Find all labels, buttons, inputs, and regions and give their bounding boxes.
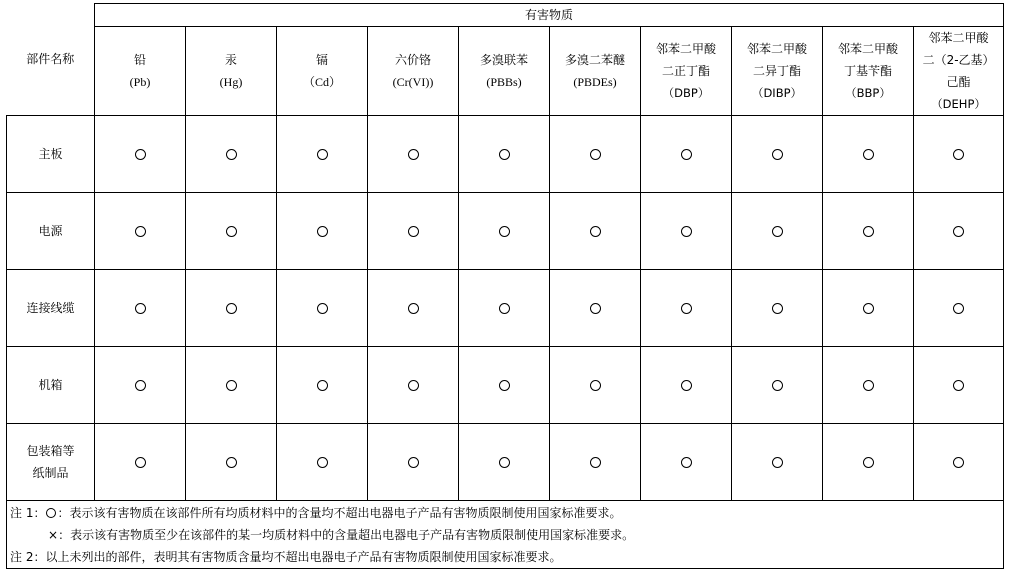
cross-symbol: × bbox=[48, 527, 59, 542]
substance-symbol: (PBBs) bbox=[486, 75, 522, 89]
compliant-circle-icon bbox=[590, 380, 601, 391]
compliance-cell bbox=[641, 424, 732, 501]
compliance-cell bbox=[914, 424, 1004, 501]
note-1b-text: ：表示该有害物质至少在该部件的某一均质材料中的含量超出电器电子产品有害物质限制使用国家标准要求。 bbox=[58, 527, 635, 542]
compliance-cell bbox=[732, 116, 823, 193]
substance-name: 镉 bbox=[315, 53, 328, 67]
compliant-circle-icon bbox=[499, 149, 510, 160]
compliant-circle-icon bbox=[772, 380, 783, 391]
compliance-cell bbox=[823, 270, 914, 347]
part-name bbox=[7, 270, 95, 347]
compliance-cell bbox=[459, 116, 550, 193]
part-name-line: 纸制品 bbox=[32, 466, 69, 480]
compliance-cell bbox=[823, 116, 914, 193]
substance-name: 邻苯二甲酸 bbox=[928, 31, 989, 45]
compliant-circle-icon bbox=[135, 380, 146, 391]
compliant-circle-icon bbox=[590, 149, 601, 160]
compliant-circle-icon bbox=[953, 149, 964, 160]
compliance-cell bbox=[641, 347, 732, 424]
compliant-circle-icon bbox=[135, 226, 146, 237]
compliant-circle-icon bbox=[863, 226, 874, 237]
compliance-cell bbox=[186, 347, 277, 424]
table-row bbox=[7, 193, 1004, 270]
substance-header bbox=[459, 27, 550, 116]
substance-header bbox=[186, 27, 277, 116]
substance-header bbox=[914, 27, 1004, 116]
substance-name: 己酯 bbox=[946, 75, 971, 89]
compliant-circle-icon bbox=[590, 457, 601, 468]
compliance-cell bbox=[550, 116, 641, 193]
compliant-circle-icon bbox=[590, 226, 601, 237]
rohs-declaration bbox=[6, 3, 1003, 564]
compliant-circle-icon bbox=[772, 303, 783, 314]
part-column-header: 部件名称 bbox=[7, 4, 95, 116]
compliant-circle-icon bbox=[681, 380, 692, 391]
substance-name: 铅 bbox=[133, 53, 146, 67]
compliance-cell bbox=[732, 270, 823, 347]
compliant-circle-icon bbox=[317, 149, 328, 160]
compliant-circle-icon bbox=[953, 457, 964, 468]
part-name bbox=[7, 347, 95, 424]
substance-symbol: （DIBP） bbox=[751, 86, 803, 100]
circle-symbol-icon bbox=[46, 508, 56, 518]
compliant-circle-icon bbox=[408, 380, 419, 391]
compliant-circle-icon bbox=[953, 226, 964, 237]
compliance-cell bbox=[277, 270, 368, 347]
hazardous-substance-table bbox=[6, 3, 1004, 569]
compliance-cell bbox=[732, 193, 823, 270]
compliance-cell bbox=[641, 193, 732, 270]
table-row bbox=[7, 116, 1004, 193]
compliant-circle-icon bbox=[499, 303, 510, 314]
compliant-circle-icon bbox=[408, 149, 419, 160]
compliance-cell bbox=[732, 424, 823, 501]
part-name-line: 包装箱等 bbox=[26, 444, 75, 458]
compliant-circle-icon bbox=[408, 457, 419, 468]
note-2: 注 2：以上未列出的部件，表明其有害物质含量均不超出电器电子产品有害物质限制使用国家标准要求。 bbox=[10, 549, 562, 564]
compliant-circle-icon bbox=[863, 303, 874, 314]
substance-symbol: （DEHP） bbox=[931, 97, 986, 111]
part-name bbox=[7, 424, 95, 501]
part-name-line: 主板 bbox=[38, 147, 63, 161]
group-header: 有害物质 bbox=[95, 4, 1004, 27]
part-name bbox=[7, 116, 95, 193]
substance-name: 邻苯二甲酸 bbox=[655, 42, 716, 56]
compliance-cell bbox=[459, 193, 550, 270]
compliance-cell bbox=[914, 116, 1004, 193]
part-name-line: 机箱 bbox=[38, 378, 63, 392]
compliant-circle-icon bbox=[408, 303, 419, 314]
compliance-cell bbox=[823, 347, 914, 424]
compliance-cell bbox=[732, 347, 823, 424]
compliant-circle-icon bbox=[953, 303, 964, 314]
part-name-line: 电源 bbox=[38, 224, 63, 238]
compliant-circle-icon bbox=[499, 457, 510, 468]
compliance-cell bbox=[368, 424, 459, 501]
compliant-circle-icon bbox=[135, 303, 146, 314]
compliant-circle-icon bbox=[681, 149, 692, 160]
compliant-circle-icon bbox=[317, 380, 328, 391]
compliance-cell bbox=[95, 270, 186, 347]
substance-symbol: (Cr(VI)) bbox=[392, 75, 434, 89]
compliance-cell bbox=[186, 193, 277, 270]
compliant-circle-icon bbox=[863, 457, 874, 468]
substance-name: 邻苯二甲酸 bbox=[837, 42, 898, 56]
substance-name: 丁基苄酯 bbox=[843, 64, 892, 78]
compliance-cell bbox=[95, 116, 186, 193]
compliant-circle-icon bbox=[226, 457, 237, 468]
compliant-circle-icon bbox=[681, 457, 692, 468]
substance-symbol: (Pb) bbox=[129, 75, 151, 89]
compliance-cell bbox=[186, 270, 277, 347]
note-1: 注 1： ：表示该有害物质在该部件所有均质材料中的含量均不超出电器电子产品有害物质限制使用国家标准要求。 bbox=[10, 505, 622, 520]
compliant-circle-icon bbox=[226, 149, 237, 160]
substance-header bbox=[732, 27, 823, 116]
compliance-cell bbox=[277, 193, 368, 270]
substance-name: 多溴联苯 bbox=[479, 53, 528, 67]
compliant-circle-icon bbox=[953, 380, 964, 391]
compliant-circle-icon bbox=[863, 380, 874, 391]
substance-header bbox=[277, 27, 368, 116]
compliance-cell bbox=[641, 270, 732, 347]
compliant-circle-icon bbox=[499, 226, 510, 237]
substance-header bbox=[368, 27, 459, 116]
substance-name: 二正丁酯 bbox=[661, 64, 710, 78]
compliance-cell bbox=[914, 270, 1004, 347]
compliance-cell bbox=[277, 347, 368, 424]
compliance-cell bbox=[550, 193, 641, 270]
compliance-cell bbox=[459, 424, 550, 501]
compliant-circle-icon bbox=[590, 303, 601, 314]
note-1b bbox=[10, 524, 1003, 546]
compliant-circle-icon bbox=[317, 457, 328, 468]
compliant-circle-icon bbox=[135, 457, 146, 468]
compliance-cell bbox=[186, 424, 277, 501]
compliant-circle-icon bbox=[772, 149, 783, 160]
compliance-cell bbox=[459, 270, 550, 347]
compliance-cell bbox=[914, 347, 1004, 424]
compliance-cell bbox=[641, 116, 732, 193]
compliance-cell bbox=[95, 347, 186, 424]
substance-name: 汞 bbox=[224, 53, 237, 67]
compliance-cell bbox=[95, 424, 186, 501]
substance-symbol: （DBP） bbox=[662, 86, 710, 100]
compliant-circle-icon bbox=[317, 303, 328, 314]
compliant-circle-icon bbox=[135, 149, 146, 160]
compliance-cell bbox=[368, 270, 459, 347]
substance-symbol: (Hg) bbox=[219, 75, 243, 89]
compliance-cell bbox=[186, 116, 277, 193]
substance-name: 六价铬 bbox=[394, 53, 431, 67]
compliance-cell bbox=[277, 116, 368, 193]
compliance-cell bbox=[459, 347, 550, 424]
compliance-cell bbox=[277, 424, 368, 501]
compliance-cell bbox=[368, 347, 459, 424]
compliance-cell bbox=[95, 193, 186, 270]
substance-symbol: (PBDEs) bbox=[573, 75, 617, 89]
notes-cell bbox=[7, 501, 1004, 569]
note-1-text: ：表示该有害物质在该部件所有均质材料中的含量均不超出电器电子产品有害物质限制使用国家标准要求。 bbox=[57, 505, 622, 520]
compliance-cell bbox=[823, 424, 914, 501]
substance-name: 多溴二苯醚 bbox=[564, 53, 625, 67]
substance-name: 二（2-乙基） bbox=[922, 53, 995, 67]
compliance-cell bbox=[550, 347, 641, 424]
compliant-circle-icon bbox=[681, 303, 692, 314]
compliant-circle-icon bbox=[226, 303, 237, 314]
substance-header bbox=[550, 27, 641, 116]
part-name-line: 连接线缆 bbox=[26, 301, 75, 315]
compliant-circle-icon bbox=[408, 226, 419, 237]
compliant-circle-icon bbox=[863, 149, 874, 160]
compliance-cell bbox=[823, 193, 914, 270]
table-row bbox=[7, 347, 1004, 424]
compliance-cell bbox=[550, 270, 641, 347]
table-row bbox=[7, 424, 1004, 501]
compliant-circle-icon bbox=[317, 226, 328, 237]
compliance-cell bbox=[368, 193, 459, 270]
table-row bbox=[7, 270, 1004, 347]
compliant-circle-icon bbox=[772, 457, 783, 468]
substance-header bbox=[95, 27, 186, 116]
compliant-circle-icon bbox=[226, 380, 237, 391]
compliant-circle-icon bbox=[499, 380, 510, 391]
compliant-circle-icon bbox=[681, 226, 692, 237]
substance-header bbox=[641, 27, 732, 116]
substance-name: 邻苯二甲酸 bbox=[746, 42, 807, 56]
compliant-circle-icon bbox=[772, 226, 783, 237]
substance-symbol: （BBP） bbox=[845, 86, 891, 100]
substance-symbol: （Cd） bbox=[302, 75, 341, 89]
part-name bbox=[7, 193, 95, 270]
substance-header bbox=[823, 27, 914, 116]
compliance-cell bbox=[914, 193, 1004, 270]
substance-name: 二异丁酯 bbox=[752, 64, 801, 78]
compliant-circle-icon bbox=[226, 226, 237, 237]
compliance-cell bbox=[550, 424, 641, 501]
compliance-cell bbox=[368, 116, 459, 193]
